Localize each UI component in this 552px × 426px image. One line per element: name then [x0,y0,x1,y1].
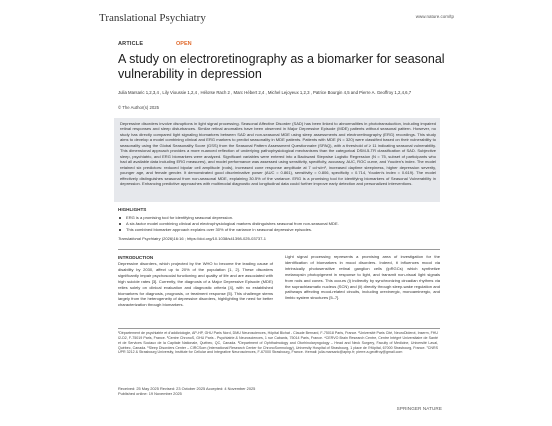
citation-doi[interactable]: (2026)16:16 ; https://doi.org/10.1038/s41398-025-03737-1 [160,236,266,241]
highlight-item: ERG is a promising tool for identifying seasonal depression. [118,215,438,221]
citation-journal: Translational Psychiatry [118,236,161,241]
abstract-text: Depressive disorders involve disruptions in light signal processing. Seasonal Affective Disorder (SAD) has been linked to abnormalities in phototransduction, including impaired retinal responses and sleep disturbances. Similar retinal anomalies have been observed in Major Depressive Episode (MDE) patients without seasonal pattern. However, no study has directly compared light signaling biomarkers between SAD and non-seasonal MDE using sleep assessments and electroretinography (ERG) recordings. This study aims to develop a model combining clinical and ERG markers to predict seasonality in MDE patients. Patients with MDE (N = 320) were classified based on their vulnerability to seasonality using the Global Seasonality Score (GSS) from the Seasonal Pattern Assessment Questionnaire (SPAQ), with a threshold of ≥ 11 indicating seasonal vulnerability. This dimensional approach provides a more nuanced reflection of underlying pathophysiological mechanisms than the categorical DSM-5-TR classification of SAD. Subjective sleep, psychiatric, and ERG biomarkers were analyzed. Significant variables were entered into a Backward Stepwise Logistic Regression (N = 75, subset of participants who had all available data including ERG measures), and model performance was assessed using sensitivity, specificity, accuracy, AUC, ROC curve, and Youden's index. The model retained six predictors: reduced bipolar cell amplitude (rods), increased cone response amplitude at 7 cd·s/m², increased daytime sleepiness, higher depression severity, younger age, and female gender. It demonstrated good discriminative power (AUC = 0.861), sensitivity = 0.806, specificity = 0.714, Youden's index = 0.619). The model effectively distinguishes seasonal from non-seasonal MDE, explaining 30.5% of the variance. ERG is a promising tool for identifying biomarkers of Seasonal Vulnerability in depression. Enhancing predictive approaches with multimodal diagnostic and longitudinal data could further improve early detection and personalized interventions. [120,121,436,186]
highlights-heading: HIGHLIGHTS [118,207,147,212]
introduction-heading: INTRODUCTION [118,255,154,260]
article-type: ARTICLE [118,41,144,47]
publication-dates [118,386,418,396]
affiliations: ¹Département de psychiatrie et d'addictologie, AP-HP, GHU Paris Nord, DMU Neurosciences, Hôpital Bichat - Claude Bernard, F-75018 Paris, France. ²Université Paris Cité, NeuroDiderot, Inserm, FHU I2-D2, F-75019 Paris, France. ³Centre ChronoS, GHU Paris - Psychiatrie & Neurosciences, 1 rue Cabanis, 75014 Paris, France. ⁴CERVO Brain Research Centre, Centre Intégré Universitaire de Santé et de Services Sociaux de la Capitale Nationale, Québec, QC, Canada. ⁵Department of Ophthalmology and Otorhinolaryngology – Head and Neck Surgery, Faculty of Medicine, Université Laval, Québec, Canada. ⁶Sleep Disorders Center – CIRCSom (International Research Center for ChronoSomnology), University Hospital of Strasbourg, 1 place de l'Hôpital, 67000 Strasbourg, France. ⁷CNRS UPR 3212 & Strasbourg University, Institute for Cellular and Integrative Neurosciences, F-67000 Strasbourg, France. ✉email: julia.marsaric@aphp.fr; pierre.a.geoffroy@gmail.com [118,331,438,355]
author-list: Julia Marsaric 1,2,3,4 , Lily Vioussie 1,2,4 , Héloïse Rach 2 , Marc Hébert 2,4 , Michel Lejoyeux 1,2,3 , Patrice Bourgin 4,5 and Pierre A. Geoffroy 1,2,4,6,7 [118,90,412,95]
affiliations-divider [118,328,440,329]
publisher-logo: SPRINGER NATURE [396,406,442,411]
copyright: © The Author(s) 2025 [118,105,160,110]
intro-column-left: Depressive disorders, which projected by the WHO to become the leading cause of disability by 2030, affect up to 20% of the population [1, 2]. These disorders significantly impair psychosocial functioning and quality of life and are associated with high suicide rates [3]. Currently, the diagnosis of a Major Depressive Episode (MDE) relies solely on clinical evaluation and diagnostic criteria [4], with no established biomarkers for diagnosis, prognosis, or treatment response [5]. This challenge stems largely from the heterogeneity of depressive disorders, highlighting the need for better characterization through biomarkers. [118,261,273,308]
highlights-list [118,215,438,233]
highlight-item: A six-factor model combining clinical and electrophysiological markers distinguishes seasonal from non-seasonal MDE. [118,221,438,227]
open-access-badge: OPEN [176,41,192,47]
received-dates: Received: 25 May 2025 Revised: 23 October 2025 Accepted: 4 November 2025 [118,386,256,391]
published-date: Published online: 19 November 2025 [118,391,182,396]
section-divider [118,249,440,250]
citation-line [118,236,266,241]
journal-name: Translational Psychiatry [99,12,206,24]
journal-website[interactable]: www.nature.com/tp [415,14,454,19]
intro-column-right: Light signal processing represents a promising area of investigation for the identification of biomarkers in mood disorders. Indeed, it influences mood via intrinsically photosensitive retinal ganglion cells (ipRGCs) which synthetize melanopsin photopigment in response to light, and transmit non-visual light signals from rods and cones. This occurs (i) indirectly by synchronizing circadian rhythms via the suprachiasmatic nucleus (SCN) and (ii) directly through sleep-wake regulation and pathways affecting mood-related circuits, including orexinergic, monoaminergic, and limbic system structures [5–7]. [285,254,440,301]
highlight-item: This combined biomarker approach explains over 30% of the variance in seasonal depressive episodes. [118,227,438,233]
article-title: A study on electroretinography as a biomarker for seasonal vulnerability in depression [118,52,445,81]
